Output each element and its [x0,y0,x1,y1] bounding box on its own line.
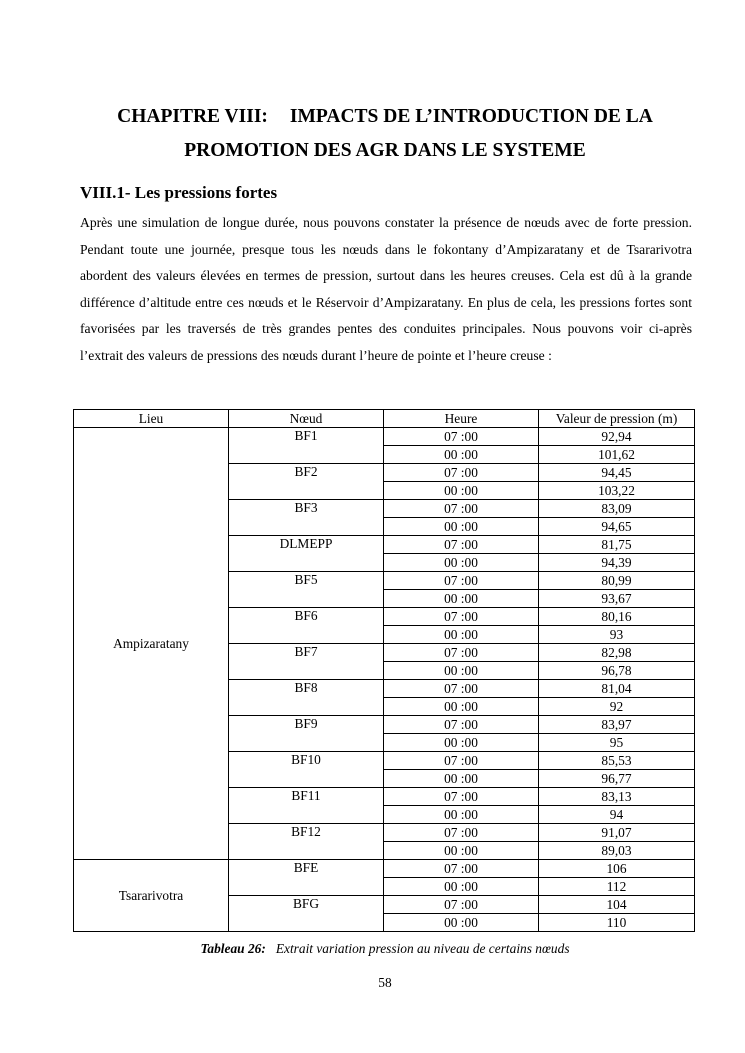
time-cell: 00 :00 [384,446,539,464]
pressure-value-cell: 106 [539,860,695,878]
pressure-value-cell: 103,22 [539,482,695,500]
header-pressure: Valeur de pression (m) [539,410,695,428]
place-cell: Tsararivotra [74,860,229,932]
header-time: Heure [384,410,539,428]
pressure-value-cell: 95 [539,734,695,752]
node-cell: BFE [229,860,384,896]
section-heading: VIII.1- Les pressions fortes [80,183,278,202]
node-cell: BF8 [229,680,384,716]
pressure-value-cell: 82,98 [539,644,695,662]
time-cell: 00 :00 [384,878,539,896]
time-cell: 00 :00 [384,806,539,824]
time-cell: 07 :00 [384,500,539,518]
time-cell: 00 :00 [384,518,539,536]
header-place: Lieu [74,410,229,428]
time-cell: 07 :00 [384,860,539,878]
table-header-row [74,410,695,428]
time-cell: 07 :00 [384,896,539,914]
chapter-label: CHAPITRE VIII: [117,106,268,127]
pressure-value-cell: 96,78 [539,662,695,680]
pressure-value-cell: 94,65 [539,518,695,536]
pressure-table [73,409,695,932]
pressure-value-cell: 83,97 [539,716,695,734]
time-cell: 07 :00 [384,824,539,842]
table-row [74,428,695,446]
time-cell: 07 :00 [384,572,539,590]
pressure-value-cell: 81,75 [539,536,695,554]
node-cell: BF6 [229,608,384,644]
table-row [74,860,695,878]
time-cell: 00 :00 [384,698,539,716]
time-cell: 00 :00 [384,590,539,608]
node-cell: DLMEPP [229,536,384,572]
pressure-value-cell: 94,45 [539,464,695,482]
time-cell: 00 :00 [384,662,539,680]
time-cell: 07 :00 [384,428,539,446]
pressure-value-cell: 94,39 [539,554,695,572]
time-cell: 00 :00 [384,482,539,500]
pressure-value-cell: 89,03 [539,842,695,860]
pressure-value-cell: 92 [539,698,695,716]
chapter-title [70,100,700,168]
table-caption [0,941,745,957]
pressure-value-cell: 94 [539,806,695,824]
pressure-value-cell: 96,77 [539,770,695,788]
pressure-value-cell: 104 [539,896,695,914]
pressure-value-cell: 92,94 [539,428,695,446]
node-cell: BF10 [229,752,384,788]
pressure-value-cell: 80,16 [539,608,695,626]
time-cell: 00 :00 [384,770,539,788]
header-node: Nœud [229,410,384,428]
pressure-value-cell: 110 [539,914,695,932]
pressure-value-cell: 83,13 [539,788,695,806]
time-cell: 07 :00 [384,752,539,770]
time-cell: 00 :00 [384,842,539,860]
pressure-value-cell: 93,67 [539,590,695,608]
pressure-value-cell: 85,53 [539,752,695,770]
node-cell: BFG [229,896,384,932]
pressure-value-cell: 93 [539,626,695,644]
pressure-value-cell: 112 [539,878,695,896]
node-cell: BF1 [229,428,384,464]
time-cell: 00 :00 [384,914,539,932]
time-cell: 07 :00 [384,788,539,806]
node-cell: BF11 [229,788,384,824]
time-cell: 00 :00 [384,554,539,572]
chapter-title-line-1 [70,100,700,134]
time-cell: 07 :00 [384,680,539,698]
chapter-title-text-1: IMPACTS DE L’INTRODUCTION DE LA [289,106,653,127]
time-cell: 00 :00 [384,734,539,752]
caption-text: Extrait variation pression au niveau de certains nœuds [275,941,570,956]
time-cell: 07 :00 [384,608,539,626]
place-cell: Ampizaratany [74,428,229,860]
node-cell: BF2 [229,464,384,500]
caption-label: Tableau 26: [200,941,266,956]
pressure-value-cell: 80,99 [539,572,695,590]
node-cell: BF5 [229,572,384,608]
pressure-value-cell: 101,62 [539,446,695,464]
node-cell: BF12 [229,824,384,860]
node-cell: BF9 [229,716,384,752]
node-cell: BF7 [229,644,384,680]
page-number: 58 [378,975,392,990]
time-cell: 07 :00 [384,464,539,482]
pressure-value-cell: 83,09 [539,500,695,518]
pressure-value-cell: 91,07 [539,824,695,842]
time-cell: 00 :00 [384,626,539,644]
table-body [74,428,695,932]
time-cell: 07 :00 [384,644,539,662]
pressure-value-cell: 81,04 [539,680,695,698]
intro-paragraph: Après une simulation de longue durée, nous pouvons constater la présence de nœuds avec de forte pression. Pendant toute une journée, presque tous les nœuds dans le fokontany d’Ampizaratany et de Tsararivotra abordent des valeurs élevées en termes de pression, surtout dans les heures creuses. Cela est dû à la grande différence d’altitude entre ces nœuds et le Réservoir d’Ampizaratany. En plus de cela, les pressions fortes sont favorisées par les traversés de très grandes pentes des conduites principales. Nous pouvons voir ci-après l’extrait des valeurs de pressions des nœuds durant l’heure de pointe et l’heure creuse : [80,215,692,363]
chapter-title-line-2: PROMOTION DES AGR DANS LE SYSTEME [184,140,586,161]
time-cell: 07 :00 [384,716,539,734]
node-cell: BF3 [229,500,384,536]
time-cell: 07 :00 [384,536,539,554]
